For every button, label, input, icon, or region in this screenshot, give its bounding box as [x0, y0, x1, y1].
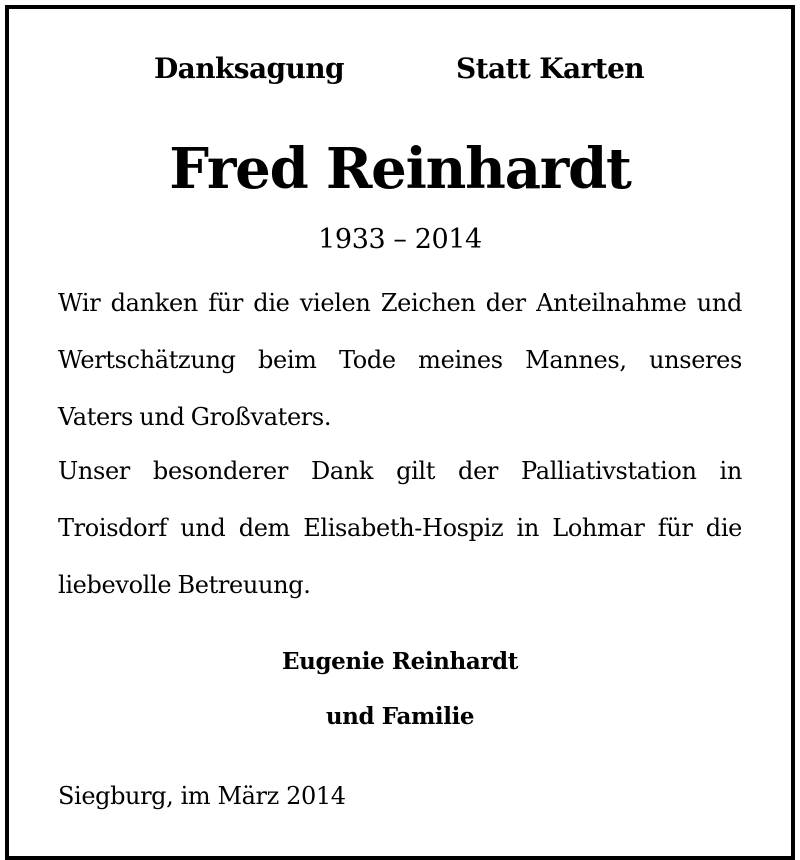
deceased-name: Fred Reinhardt — [169, 136, 631, 202]
notice-header — [0, 52, 800, 92]
thanks-heading: Danksagung — [154, 52, 344, 85]
signature-family: und Familie — [325, 703, 475, 730]
signature-name: Eugenie Reinhardt — [282, 648, 518, 675]
special-thanks-paragraph: Unser besonderer Dank gilt der Palliativstation in Troisdorf und dem Elisabeth-Hospiz in Lohmar für die liebevolle Betreuung. — [58, 457, 742, 599]
life-dates: 1933 – 2014 — [318, 224, 482, 255]
thanks-paragraph: Wir danken für die vielen Zeichen der Anteilnahme und Wertschätzung beim Tode meines Mannes, unseres Vaters und Großvaters. — [58, 289, 742, 431]
instead-of-cards-heading: Statt Karten — [456, 52, 645, 85]
place-and-date: Siegburg, im März 2014 — [58, 782, 346, 810]
